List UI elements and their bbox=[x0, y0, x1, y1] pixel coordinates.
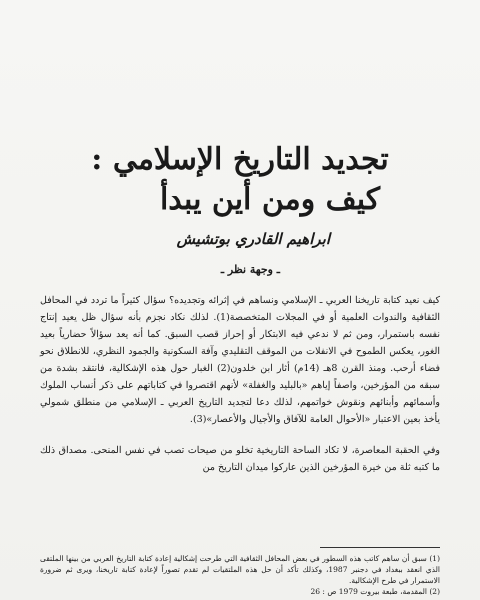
footnote-1: (1) سبق أن ساهم كاتب هذه السطور في بعض المحافل الثقافية التي طرحت إشكالية إعادة كتابة التاريخ العربي من بينها الملتقى الذي انعقد ببغداد في دجنبر 1987، وكذلك تأكد أن حل هذه الملتقيات لم تقدم تصوراً لإعادة كتابة تاريخنا، ويرى ثم ضرورة الاستمرار في طرح الإشكالية. bbox=[40, 554, 440, 585]
footnotes bbox=[40, 553, 440, 597]
body-paragraph-1: كيف نعيد كتابة تاريخنا العربي ـ الإسلامي ونساهم في إثرائه وتجديده؟ سؤال كثيراً ما تردد في المحافل الثقافية والندوات العلمية أو في المجلات المتخصصة(1). لذلك نكاد نجزم بأنه سؤال ظل يعيد إنتاج نفسه باستمرار، ومن ثم لا ندعي فيه الابتكار أو إحراز قصب السبق. كما أنه يعد سؤالاً حضارياً بعيد الغور، يعكس الطموح في الانفلات من الموقف التقليدي وآفة السكونية والجمود النظري، للانطلاق نحو فضاء أرحب. ومنذ القرن 8هـ (14م) أثار ابن خلدون(2) الغبار حول هذه الإشكالية، فانتقد بشدة من سبقه من المؤرخين، واصفاً إياهم «بالبليد والغفلة» لأنهم اقتصروا في كتاباتهم على ذكر أنساب الملوك وأسمائهم وأبنائهم ونقوش خواتمهم، لذلك دعا لتجديد التاريخ العربي ـ الإسلامي من منطلق شمولي يأخذ بعين الاعتبار «الأحوال العامة للآفاق والأجيال والأعصار»(3). bbox=[40, 295, 441, 425]
article-title bbox=[40, 140, 440, 220]
footnote-divider bbox=[320, 547, 440, 548]
title-line-1: تجديد التاريخ الإسلامي : bbox=[91, 142, 389, 177]
body-paragraph-2: وفي الحقبة المعاصرة، لا تكاد الساحة التاريخية تخلو من صيحات تصب في نفس المنحى. مصداق ذلك ما كتبه ثلة من خيرة المؤرخين الذين عاركوا ميدان التاريخ من bbox=[40, 445, 440, 473]
title-line-2: كيف ومن أين يبدأ bbox=[159, 182, 381, 217]
section-label: ـ وجهة نظر ـ bbox=[220, 263, 280, 276]
article-body bbox=[40, 292, 440, 476]
footnote-2: (2) المقدمة، طبعة بيروت 1979 ص : 26 bbox=[310, 587, 440, 596]
author-name: ابراهيم القادري بوتشيش bbox=[176, 230, 330, 248]
